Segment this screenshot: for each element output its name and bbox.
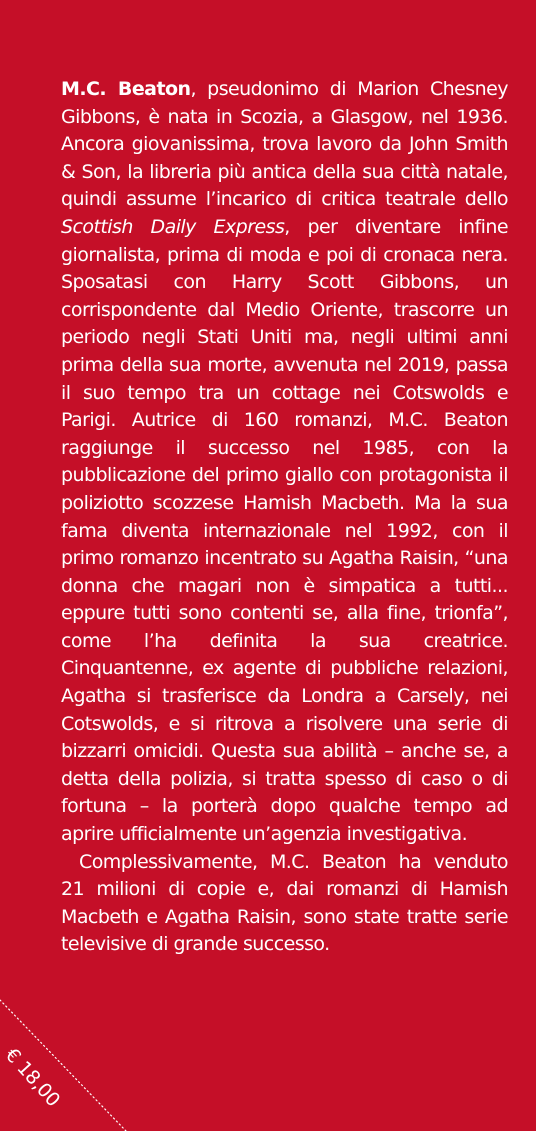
biography-text-part-1: , pseudonimo di Marion Chesney Gibbons, è nata in Scozia, a Glasgow, nel 1936. Ancora giovanissima, trova lavoro da John Smith & Son, la libreria più antica della sua città natale, quindi assume l’incarico di critica teatrale dello bbox=[61, 78, 508, 211]
price-label: € 18,00 bbox=[0, 1044, 65, 1112]
biography-text-part-2: , per diventare infine giornalista, prima di moda e poi di cronaca nera. Sposatasi con Harry Scott Gibbons, un corrispondente dal Medio Oriente, trascorre un periodo negli Stati Uniti ma, negli ultimi anni prima della sua morte, avvenuta nel 2019, passa il suo tempo tra un cottage nei Cotswolds e Parigi. Autrice di 160 romanzi, M.C. Beaton raggiunge il successo nel 1985, con la pubblicazione del primo giallo con protagonista il poliziotto scozzese Hamish Macbeth. Ma la sua fama diventa internazionale nel 1992, con il primo romanzo incentrato su Agatha Raisin, “una donna che magari non è simpatica a tutti... eppure tutti sono contenti se, alla fine, trionfa”, come l’ha definita la sua creatrice. Cinquantenne, ex agente di pubbliche relazioni, Agatha si trasferisce da Londra a Carsely, nei Cotswolds, e si ritrova a risolvere una serie di bizzarri omicidi. Questa sua abilità – anche se, a detta della polizia, si tratta spesso di caso o di fortuna – la porterà dopo qualche tempo ad aprire ufficialmente un’agenzia investigativa. bbox=[61, 215, 508, 846]
biography-paragraph-2: Complessivamente, M.C. Beaton ha venduto 21 milioni di copie e, dai romanzi di Hamish Macbeth e Agatha Raisin, sono state tratte serie televisive di grande successo. bbox=[61, 850, 508, 956]
publication-title: Scottish Daily Express bbox=[61, 215, 285, 238]
author-name: M.C. Beaton bbox=[61, 78, 191, 100]
